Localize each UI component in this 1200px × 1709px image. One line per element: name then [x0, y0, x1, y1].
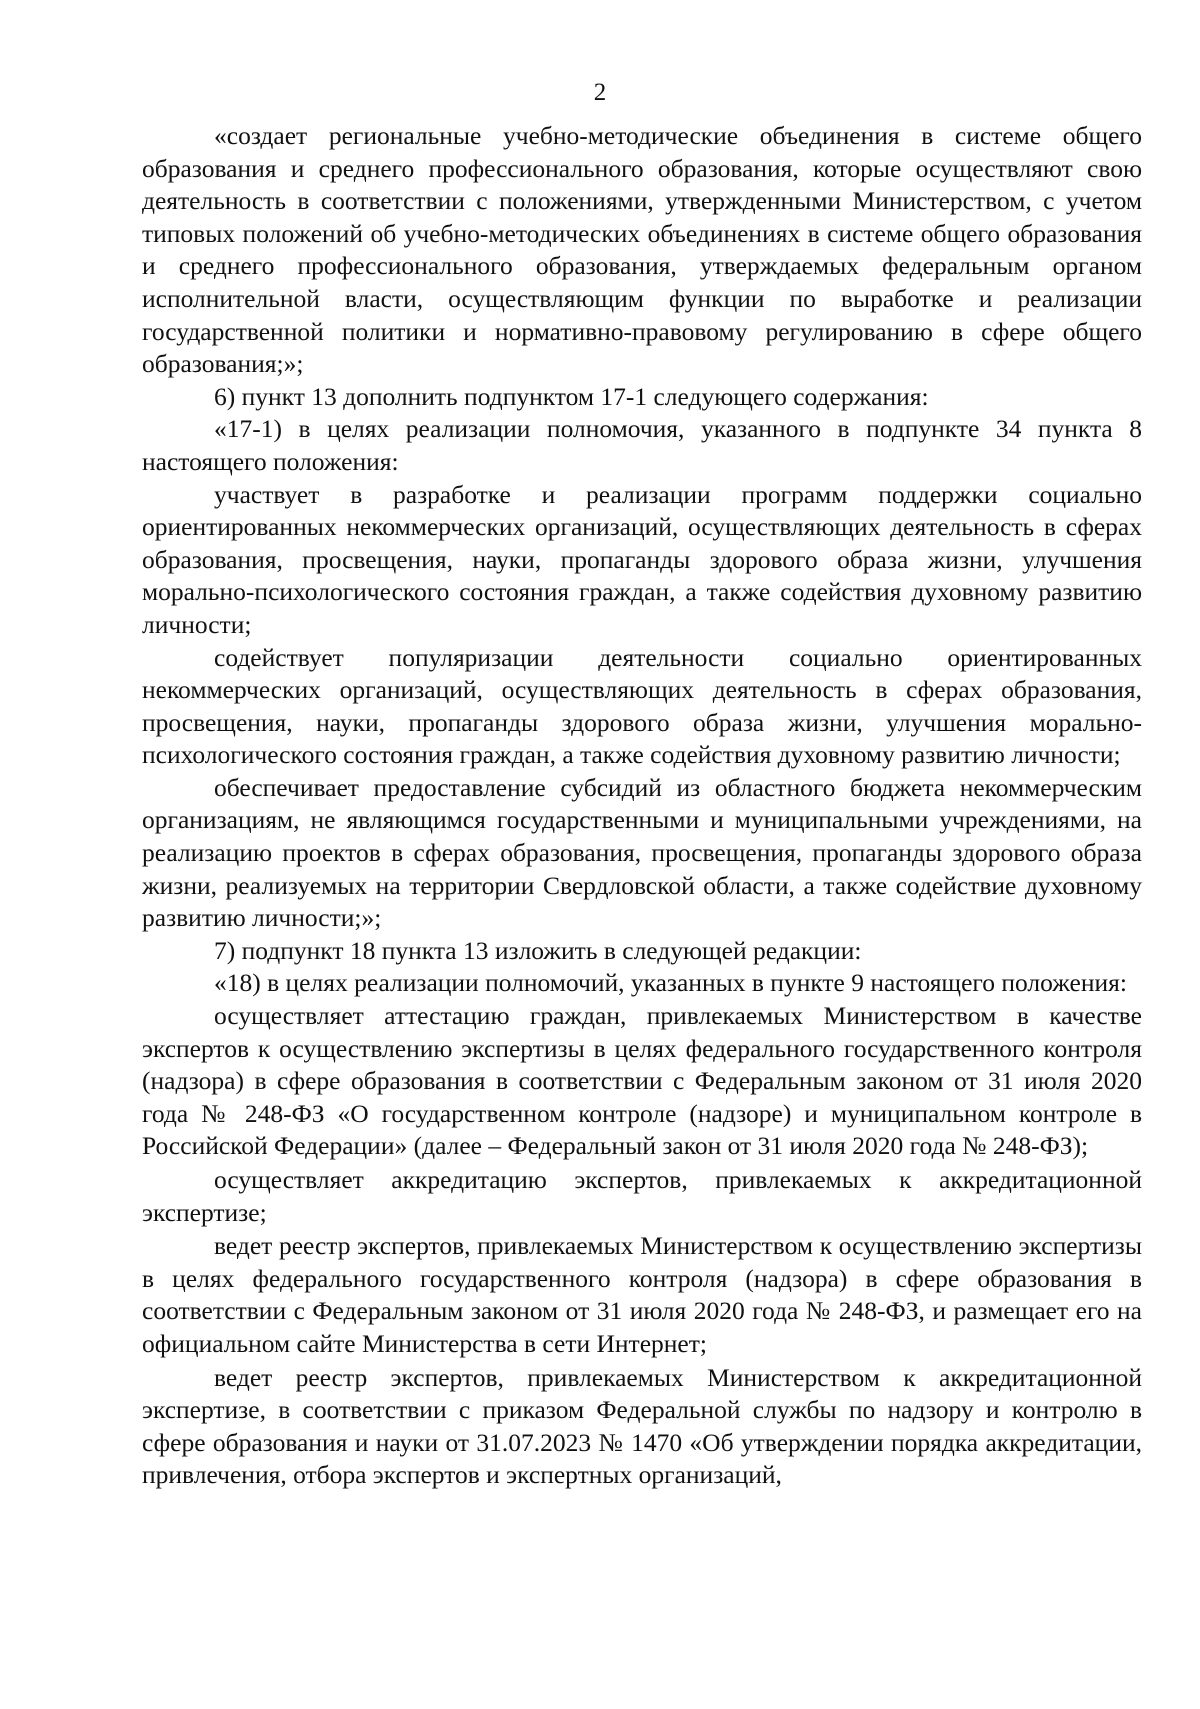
paragraph-subitem-17-1: «17-1) в целях реализации полномочия, указанного в подпункте 34 пункта 8 настоящего положения: — [142, 414, 1142, 476]
paragraph-expert-accreditation: осуществляет аккредитацию экспертов, привлекаемых к аккредитационной экспертизе; — [142, 1165, 1142, 1227]
paragraph-item-6: 6) пункт 13 дополнить подпунктом 17-1 следующего содержания: — [214, 381, 929, 411]
paragraph-umo-creation: «создает региональные учебно-методические объединения в системе общего образования и среднего профессионального образования, которые осуществляют свою деятельность в соответствии с положениями, утвержденными Министерством, с учетом типовых положений об учебно-методических объединениях в системе общего образования и среднего профессионального образования, утверждаемых федеральным органом исполнительной власти, осуществляющим функции по выработке и реализации государственной политики и нормативно-правовому регулированию в сфере общего образования;»; — [142, 121, 1142, 379]
paragraph-expert-attestation: осуществляет аттестацию граждан, привлекаемых Министерством в качестве экспертов к осуществлению экспертизы в целях федерального государственного контроля (надзора) в сфере образования в соответствии с Федеральным законом от 31 июля 2020 года № 248-ФЗ «О государственном контроле (надзоре) и муниципальном контроле в Российской Федерации» (далее – Федеральный закон от 31 июля 2020 года № 248-ФЗ); — [142, 1001, 1142, 1161]
paragraph-accreditation-register: ведет реестр экспертов, привлекаемых Министерством к аккредитационной экспертизе, в соответствии с приказом Федеральной службы по надзору и контролю в сфере образования и науки от 31.07.2023 № 1470 «Об утверждении порядка аккредитации, привлечения, отбора экспертов и экспертных организаций, — [142, 1362, 1142, 1490]
paragraph-nko-support: участвует в разработке и реализации программ поддержки социально ориентированных некоммерческих организаций, осуществляющих деятельность в сферах образования, просвещения, науки, пропаганды здорового образа жизни, улучшения морально-психологического состояния граждан, а также содействия духовному развитию личности; — [142, 479, 1142, 639]
document-body — [142, 120, 1142, 1492]
page-number: 2 — [593, 79, 607, 106]
paragraph-nko-popularization: содействует популяризации деятельности социально ориентированных некоммерческих организаций, осуществляющих деятельность в сферах образования, просвещения, науки, пропаганды здорового образа жизни, улучшения морально-психологического состояния граждан, а также содействия духовному развитию личности; — [142, 642, 1142, 770]
paragraph-expert-register: ведет реестр экспертов, привлекаемых Министерством к осуществлению экспертизы в целях федерального государственного контроля (надзора) в сфере образования в соответствии с Федеральным законом от 31 июля 2020 года № 248-ФЗ, и размещает его на официальном сайте Министерства в сети Интернет; — [142, 1231, 1142, 1358]
paragraph-subitem-18: «18) в целях реализации полномочий, указанных в пункте 9 настоящего положения: — [214, 968, 1127, 998]
paragraph-item-7: 7) подпункт 18 пункта 13 изложить в следующей редакции: — [214, 935, 862, 965]
paragraph-subsidies: обеспечивает предоставление субсидий из областного бюджета некоммерческим организациям, не являющимся государственными и муниципальными учреждениями, на реализацию проектов в сферах образования, просвещения, пропаганды здорового образа жизни, реализуемых на территории Свердловской области, а также содействие духовному развитию личности;»; — [142, 772, 1142, 933]
